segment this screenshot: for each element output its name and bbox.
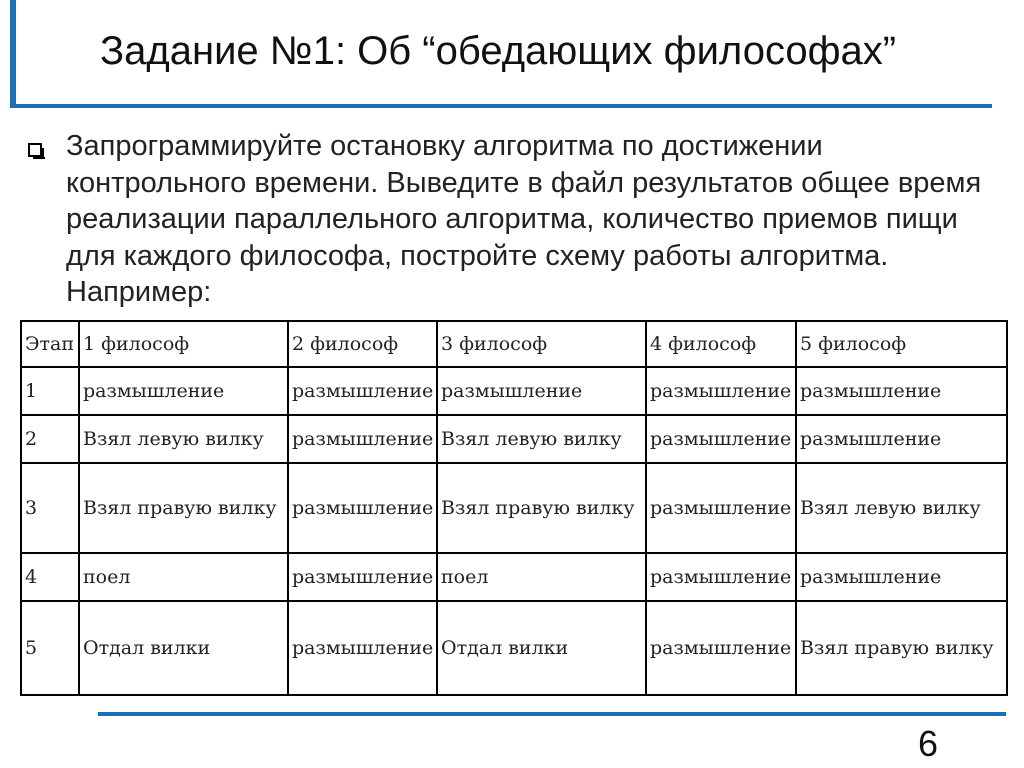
table-cell: 1	[21, 367, 79, 415]
slide-title: Задание №1: Об “обедающих философах”	[100, 29, 897, 73]
table-cell: размышление	[646, 601, 796, 695]
philosophers-table	[20, 320, 1008, 696]
table-cell: 3	[21, 463, 79, 553]
table-cell: размышление	[646, 415, 796, 463]
footer-divider	[98, 712, 1006, 716]
table-cell: Взял правую вилку	[79, 463, 288, 553]
table-cell: Отдал вилки	[437, 601, 646, 695]
header-cell: 1 философ	[79, 321, 288, 367]
table-cell: 5	[21, 601, 79, 695]
bullet-text: Запрограммируйте остановку алгоритма по достижении контрольного времени. Выведите в файл результатов общее время реализации параллельного алгоритма, количество приемов пищи для каждого философа, постройте схему работы алгоритма. Например:	[66, 130, 982, 308]
table-cell: размышление	[288, 601, 437, 695]
page-number: 6	[918, 723, 939, 764]
left-accent-bar	[10, 0, 16, 108]
checkbox-bullet-icon	[28, 143, 42, 157]
table-cell: размышление	[646, 553, 796, 601]
table-cell: размышление	[288, 553, 437, 601]
table-cell: поел	[79, 553, 288, 601]
table-cell: размышление	[796, 553, 1007, 601]
table-row	[21, 601, 1007, 695]
header-cell: 2 философ	[288, 321, 437, 367]
table-cell: размышление	[646, 463, 796, 553]
table-cell: размышление	[288, 367, 437, 415]
table-cell: размышление	[646, 367, 796, 415]
header-cell: 4 философ	[646, 321, 796, 367]
header-cell: 3 философ	[437, 321, 646, 367]
table-cell: размышление	[79, 367, 288, 415]
table-cell: Отдал вилки	[79, 601, 288, 695]
table-cell: размышление	[796, 415, 1007, 463]
header-cell: Этап	[21, 321, 79, 367]
table-cell: Взял правую вилку	[437, 463, 646, 553]
table-cell: Взял левую вилку	[437, 415, 646, 463]
table-header-row	[21, 321, 1007, 367]
table-row	[21, 415, 1007, 463]
table-cell: Взял правую вилку	[796, 601, 1007, 695]
table-row	[21, 463, 1007, 553]
title-divider	[10, 104, 992, 108]
table-cell: 2	[21, 415, 79, 463]
table-cell: Взял левую вилку	[79, 415, 288, 463]
table-cell: 4	[21, 553, 79, 601]
table-cell: размышление	[437, 367, 646, 415]
table-cell: размышление	[288, 415, 437, 463]
header-cell: 5 философ	[796, 321, 1007, 367]
table-cell: размышление	[288, 463, 437, 553]
table-row	[21, 367, 1007, 415]
table-row	[21, 553, 1007, 601]
table-cell: Взял левую вилку	[796, 463, 1007, 553]
table-cell: размышление	[796, 367, 1007, 415]
table-cell: поел	[437, 553, 646, 601]
